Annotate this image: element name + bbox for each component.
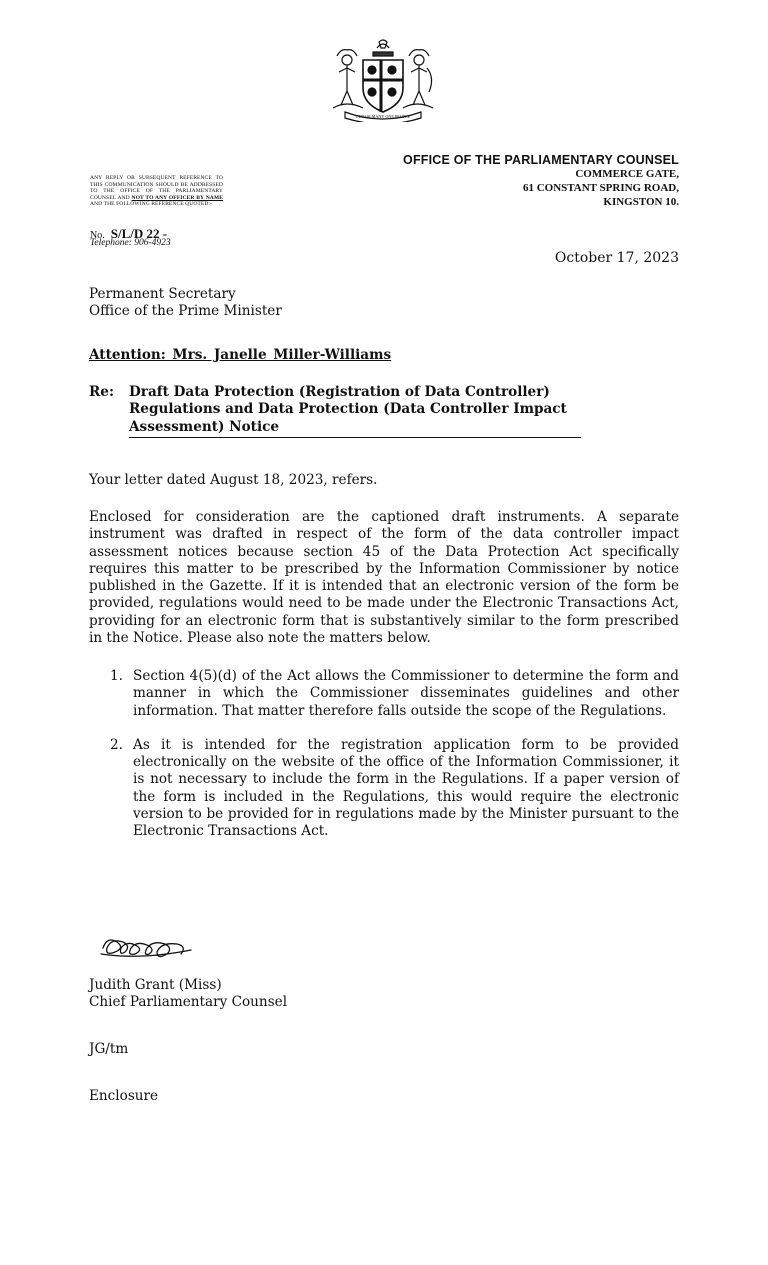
enclosure-note: Enclosure: [89, 1088, 159, 1104]
reference-label: No.: [90, 230, 105, 241]
list-item: [110, 737, 679, 841]
attention-line: Attention: Mrs. Janelle Miller-Williams: [89, 347, 392, 363]
coat-of-arms-icon: [325, 38, 441, 122]
letter-date: October 17, 2023: [554, 250, 679, 266]
subject-line: Regulations and Data Protection (Data Controller Impact: [129, 401, 567, 418]
subject-line: Assessment) Notice: [129, 418, 280, 435]
address-line: COMMERCE GATE,: [575, 168, 679, 180]
svg-text:OUT OF MANY ONE PEOPLE: OUT OF MANY ONE PEOPLE: [355, 114, 411, 119]
paragraph: Your letter dated August 18, 2023, refers.: [89, 472, 378, 488]
office-address-block: [403, 153, 679, 209]
addressee-block: [89, 286, 282, 321]
list-text: As it is intended for the registration application form to be provided electronically on the website of the office of the Information Commissioner, it is not necessary to include the form in the Regulations. If a paper version of the form is included in the Regulations, this would require the electronic version to be provided for in regulations made by the Minister pursuant to the Electronic Transactions Act.: [133, 736, 679, 840]
subject-label: Re:: [89, 384, 114, 400]
address-line: KINGSTON 10.: [603, 196, 679, 208]
paragraph: Enclosed for consideration are the captioned draft instruments. A separate instrument was drafted in respect of the form of the data controller impact assessment notices because section 45 of the Data Protection Act specifically requires this matter to be prescribed by the Information Commissioner by notice published in the Gazette. If it is intended that an electronic version of the form be provided, regulations would need to be made under the Electronic Transactions Act, providing for an electronic form that is substantively similar to the form prescribed in the Notice. Please also note the matters below.: [89, 509, 679, 647]
notice-text: ANY REPLY OR SUBSEQUENT REFERENCE TO THIS COMMUNICATION SHOULD BE ADDRESSED TO THE OFFICE OF THE PARLIAMENTARY COUNSEL AND: [90, 175, 223, 201]
list-number: 2.: [110, 736, 123, 753]
reference-code: S/L/D 22 -: [110, 226, 168, 241]
addressee-line: Office of the Prime Minister: [89, 303, 282, 320]
numbered-list: [110, 668, 679, 858]
signoff-block: [89, 977, 287, 1012]
reference-notice: [90, 175, 223, 208]
office-name: OFFICE OF THE PARLIAMENTARY COUNSEL: [403, 153, 679, 167]
typist-initials: JG/tm: [89, 1041, 129, 1057]
subject-block: [89, 384, 581, 436]
address-line: 61 CONSTANT SPRING ROAD,: [522, 182, 679, 194]
subject-rule: [129, 437, 581, 438]
list-text: Section 4(5)(d) of the Act allows the Commissioner to determine the form and manner in which the Commissioner disseminates guidelines and other information. That matter therefore falls outside the scope of the Regulations.: [133, 668, 679, 719]
list-number: 1.: [110, 668, 123, 684]
addressee-line: Permanent Secretary: [89, 286, 236, 302]
subject-line: Draft Data Protection (Registration of Data Controller): [129, 384, 550, 400]
telephone: Telephone: 906-4923: [90, 238, 171, 248]
notice-text-end: AND THE FOLLOWING REFERENCE QUOTED:-: [90, 201, 212, 208]
signer-title: Chief Parliamentary Counsel: [89, 994, 288, 1011]
list-item: [110, 668, 679, 720]
handwritten-signature: [97, 930, 229, 962]
signer-name: Judith Grant (Miss): [89, 977, 222, 993]
notice-emphasis: NOT TO ANY OFFICER BY NAME: [131, 194, 223, 201]
